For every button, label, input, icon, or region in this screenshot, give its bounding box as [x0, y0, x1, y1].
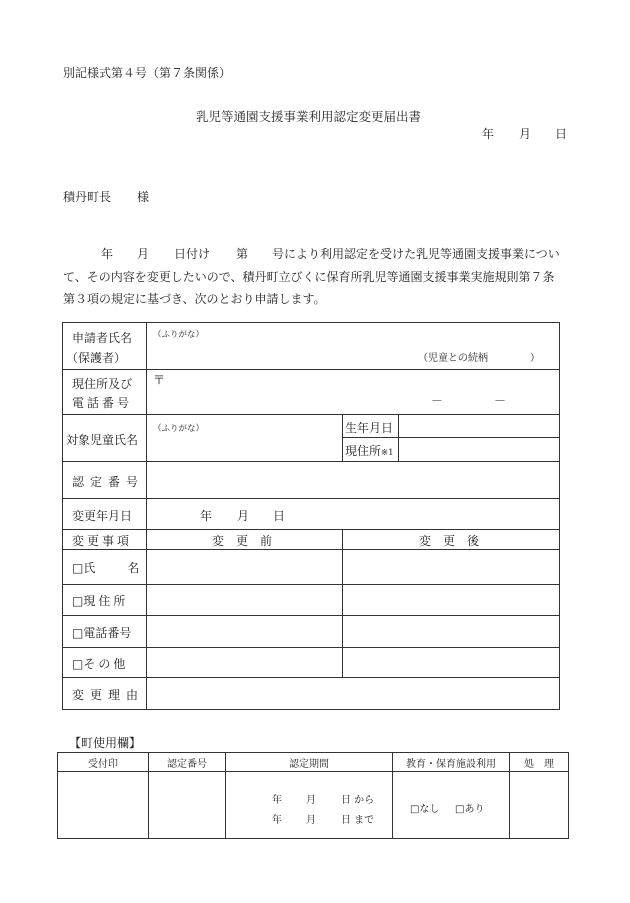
phone-dash-2: －	[494, 394, 507, 408]
body-dai: 第	[236, 247, 249, 261]
office-col-facility: 教育・保育施設利用	[406, 758, 496, 770]
item-address[interactable]: □現住所	[72, 594, 129, 608]
before-label: 変 更 前	[212, 534, 273, 548]
applicant-label: 申請者氏名	[72, 331, 133, 345]
body-month: 月	[137, 247, 150, 261]
body-year: 年	[101, 247, 114, 261]
period-from-year: 年	[272, 795, 282, 806]
change-date-month: 月	[237, 509, 250, 523]
cert-number-label: 認定番号	[72, 475, 145, 489]
page-title: 乳児等通園支援事業利用認定変更届出書	[196, 109, 422, 124]
child-name-label: 対象児童氏名	[66, 433, 139, 447]
period-to-year: 年	[272, 815, 282, 826]
birth-date-label: 生年月日	[345, 421, 394, 435]
cert-number-field[interactable]	[150, 464, 555, 495]
item-phone[interactable]: □電話番号	[72, 626, 132, 640]
change-reason-label: 変更理由	[72, 688, 145, 702]
address-label: 現住所及び	[72, 377, 133, 391]
facility-yes-checkbox[interactable]: □あり	[455, 804, 485, 815]
after-label: 変 更 後	[419, 534, 480, 548]
child-furigana: （ふりがな）	[153, 424, 205, 434]
change-date-year: 年	[200, 509, 213, 523]
addressee-name: 積丹町長	[63, 190, 112, 204]
body-line2: て、その内容を変更したいので、積丹町立びくに保育所乳児等通園支援事業実施規則第７条	[63, 270, 555, 284]
phone-dash-1: －	[431, 394, 444, 408]
date-month: 月	[519, 127, 532, 141]
body-line3: 第３項の規定に基づき、次のとおり申請します。	[63, 292, 326, 306]
checkbox-phone[interactable]: □	[72, 626, 84, 640]
phone-label: 電話番号	[72, 396, 133, 410]
office-col-receipt: 受付印	[88, 758, 118, 770]
period-to-month: 月	[306, 815, 316, 826]
date-day: 日	[555, 127, 568, 141]
body-day-suffix: 日付け	[174, 247, 211, 261]
applicant-furigana: （ふりがな）	[153, 330, 205, 340]
change-item-label: 変更事項	[72, 534, 133, 548]
child-address-label: 現住所※1	[345, 444, 394, 458]
checkbox-other[interactable]: □	[72, 657, 84, 671]
item-name[interactable]: □氏 名	[72, 561, 150, 575]
change-reason-field[interactable]	[150, 680, 555, 707]
date-year: 年	[482, 127, 495, 141]
relation-label: （児童との続柄	[418, 353, 488, 364]
body-line1-rest: 号により利用認定を受けた乳児等通園支援事業につい	[272, 247, 560, 261]
birth-date-field[interactable]	[401, 416, 556, 435]
item-other[interactable]: □その他	[72, 657, 129, 671]
period-from-day: 日 から	[341, 795, 375, 806]
child-address-note: ※1	[381, 448, 394, 458]
office-col-period: 認定期間	[289, 758, 329, 770]
office-col-process: 処 理	[524, 758, 554, 770]
office-col-cert-no: 認定番号	[167, 758, 207, 770]
facility-none-checkbox[interactable]: □なし	[410, 804, 440, 815]
addressee-honorific: 様	[137, 190, 150, 204]
change-date-day: 日	[273, 509, 286, 523]
applicant-label-guardian: （保護者）	[66, 351, 127, 365]
period-from-month: 月	[306, 795, 316, 806]
form-number: 別記様式第４号（第７条関係）	[63, 66, 232, 80]
postal-mark: 〒	[153, 373, 166, 387]
change-date-label: 変更年月日	[72, 509, 133, 523]
period-to-day: 日 まで	[341, 815, 375, 826]
checkbox-address[interactable]: □	[72, 594, 84, 608]
child-address-field[interactable]	[401, 440, 556, 459]
checkbox-name[interactable]: □	[72, 561, 84, 575]
child-name-field[interactable]	[150, 434, 338, 458]
office-section-title: 【町使用欄】	[69, 736, 142, 750]
relation-close: ）	[530, 353, 540, 364]
applicant-name-field[interactable]	[150, 340, 555, 366]
